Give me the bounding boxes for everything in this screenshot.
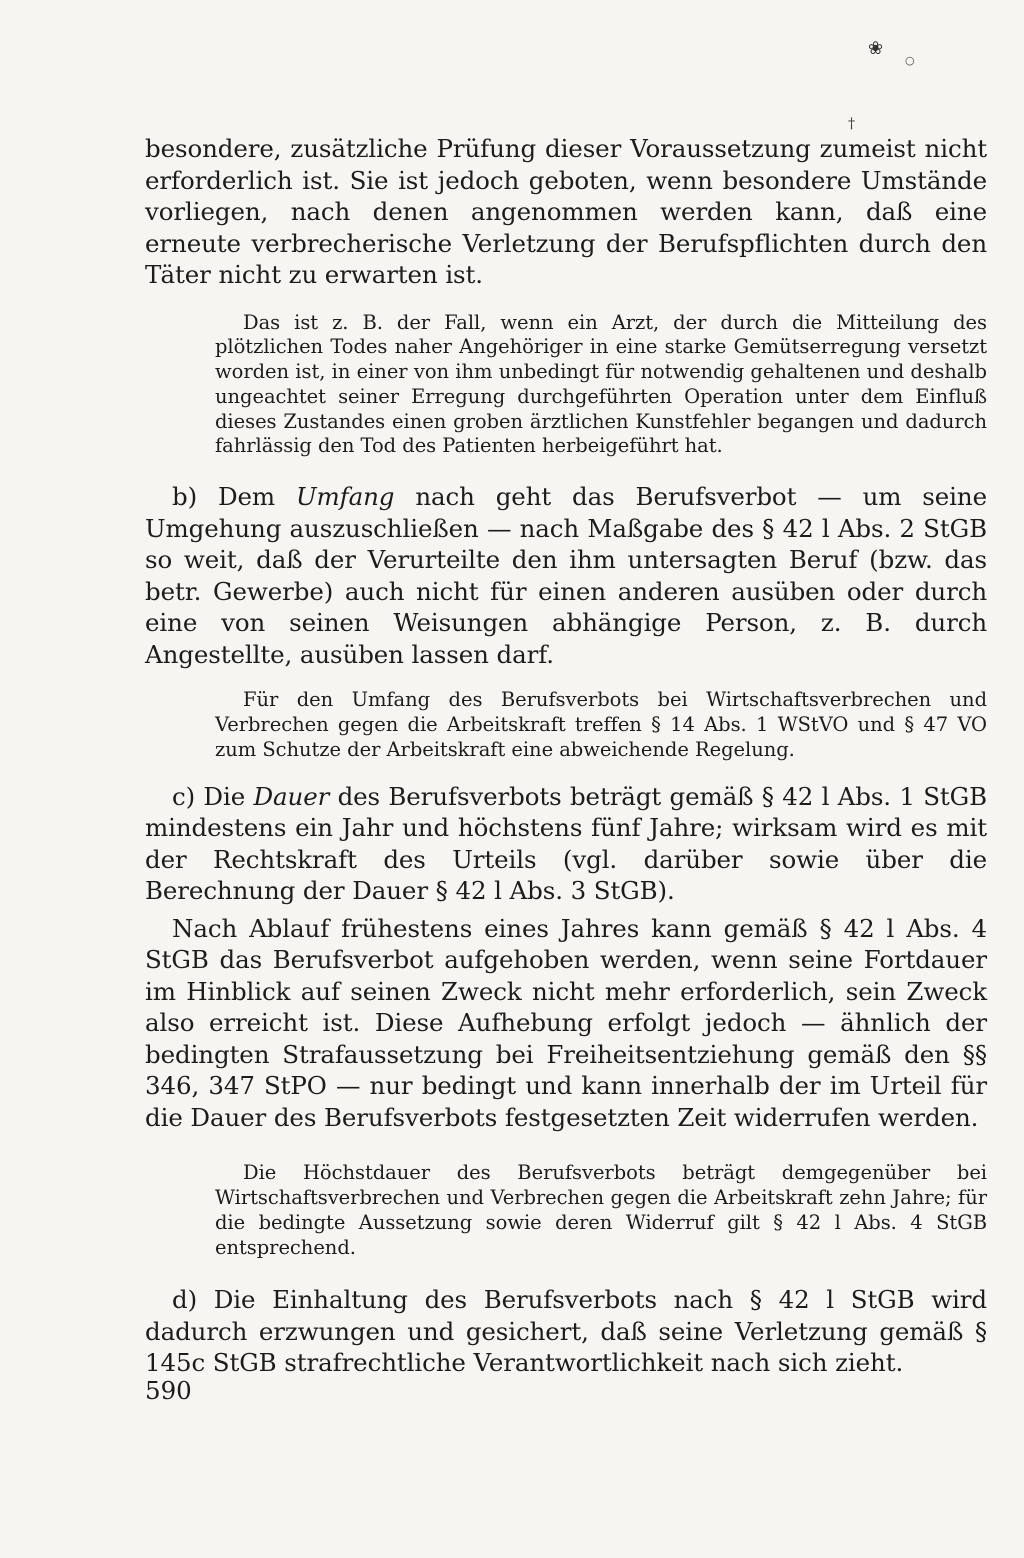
ink-dot-icon: ○ bbox=[905, 54, 915, 67]
paragraph-c-lead: c) Die bbox=[172, 781, 254, 811]
note-scope-exception: Für den Umfang des Berufsverbots bei Wirtschaftsverbrechen und Verbrechen gegen die Arbeitskraft treffen § 14 Abs. 1 WStVO und § 47 VO zum Schutze der Arbeitskraft eine abweichende Regelung. bbox=[215, 688, 987, 761]
paragraph-continuation: besondere, zusätzliche Prüfung dieser Voraussetzung zumeist nicht erforderlich ist. Sie ist jedoch geboten, wenn besondere Umstände vorliegen, nach denen angenommen werden kann, daß eine erneute verbrecherische Verletzung der Berufspflichten durch den Täter nicht zu erwarten ist. bbox=[145, 134, 987, 289]
paragraph-revocation: Nach Ablauf frühestens eines Jahres kann gemäß § 42 l Abs. 4 StGB das Berufsverbot aufgehoben werden, wenn seine Fortdauer im Hinblick auf seinen Zweck nicht mehr erforderlich, sein Zweck also erreicht ist. Diese Aufhebung erfolgt jedoch — ähnlich der bedingten Strafaussetzung bei Freiheitsentziehung gemäß den §§ 346, 347 StPO — nur bedingt und kann innerhalb der im Urteil für die Dauer des Berufsverbots festgesetzten Zeit widerrufen werden. bbox=[145, 913, 987, 1132]
paragraph-b-emphasis: Umfang bbox=[295, 482, 395, 512]
paragraph-b-scope bbox=[145, 481, 987, 670]
paragraph-b-lead: b) Dem bbox=[172, 482, 296, 512]
ink-smudge-icon: ❀ bbox=[868, 38, 884, 59]
page-number: 590 bbox=[145, 1376, 192, 1405]
paragraph-c-rest: des Berufsverbots beträgt gemäß § 42 l Abs. 1 StGB mindestens ein Jahr und höchstens fünf Jahre; wirksam wird es mit der Rechtskraft des Urteils (vgl. darüber sowie über die Berechnung der Dauer § 42 l Abs. 3 StGB). bbox=[145, 781, 987, 906]
paragraph-d-enforcement: d) Die Einhaltung des Berufsverbots nach § 42 l StGB wird dadurch erzwungen und gesichert, daß seine Verletzung gemäß § 145c StGB strafrechtliche Verantwortlichkeit nach sich zieht. bbox=[145, 1285, 987, 1378]
note-example-doctor: Das ist z. B. der Fall, wenn ein Arzt, der durch die Mitteilung des plötzlichen Todes naher Angehöriger in eine starke Gemütserregung versetzt worden ist, in einer von ihm unbedingt für notwendig gehaltenen und deshalb ungeachtet seiner Erregung durchgeführten Operation unter dem Einfluß dieses Zustandes einen groben ärztlichen Kunstfehler begangen und dadurch fahrlässig den Tod des Patienten herbeigeführt hat. bbox=[215, 310, 987, 458]
paragraph-b-rest: nach geht das Berufsverbot — um seine Umgehung auszuschließen — nach Maßgabe des § 42 l Abs. 2 StGB so weit, daß der Verurteilte den ihm untersagten Beruf (bzw. das betr. Gewerbe) auch nicht für einen anderen ausüben oder durch eine von seinen Weisungen abhängige Person, z. B. durch Angestellte, ausüben lassen darf. bbox=[145, 482, 987, 669]
paragraph-c-emphasis: Dauer bbox=[253, 781, 330, 811]
note-max-duration: Die Höchstdauer des Berufsverbots beträgt demgegenüber bei Wirtschaftsverbrechen und Verbrechen gegen die Arbeitskraft zehn Jahre; für die bedingte Aussetzung sowie deren Widerruf gilt § 42 l Abs. 4 StGB entsprechend. bbox=[215, 1161, 987, 1259]
paragraph-c-duration bbox=[145, 781, 987, 907]
page-body bbox=[145, 128, 987, 1379]
ink-mark-icon: † bbox=[848, 116, 855, 132]
